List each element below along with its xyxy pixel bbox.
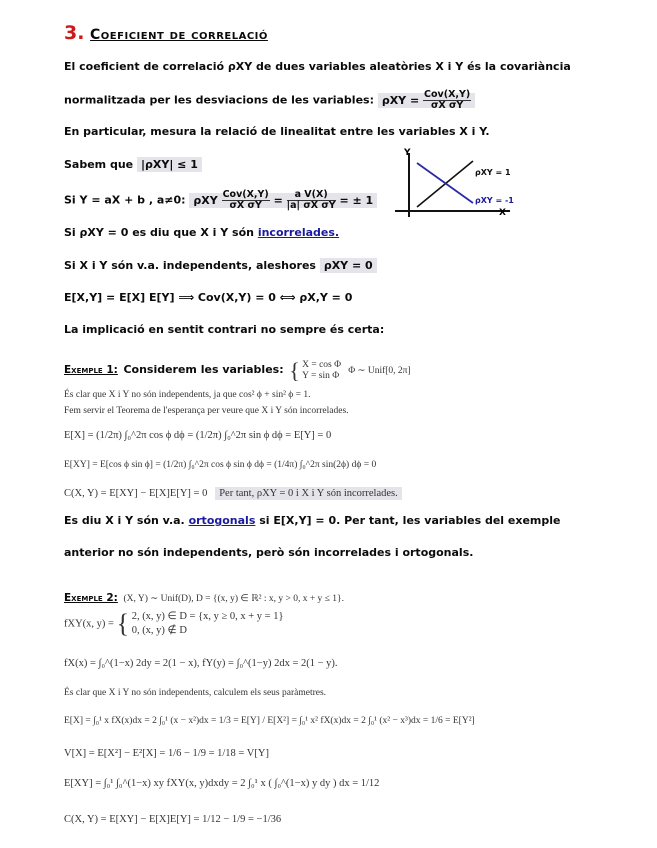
intro-line-4-text: Sabem que bbox=[64, 158, 134, 171]
example-1-equation-1: E[X] = (1/2π) ∫₀^2π cos ϕ dϕ = (1/2π) ∫₀^2π sin ϕ dϕ = E[Y] = 0 bbox=[64, 430, 332, 441]
linear-rho-frac-2 bbox=[287, 190, 336, 211]
example-1-paragraph-2: Fem servir el Teorema de l'esperança per veure que X i Y són incorrelades. bbox=[64, 406, 349, 416]
sketch-y-label: Y bbox=[404, 148, 411, 158]
intro-line-6 bbox=[64, 226, 339, 239]
example-2-intro: (X, Y) ∼ Unif(D), D = {(x, y) ∈ ℝ² : x, y > 0, x + y ≤ 1}. bbox=[123, 594, 344, 604]
intro-line-2 bbox=[64, 90, 475, 111]
example-1-paragraph-1: És clar que X i Y no són independents, ja que cos² ϕ + sin² ϕ = 1. bbox=[64, 390, 311, 400]
sketch-positive-label: ρXY = 1 bbox=[475, 168, 511, 177]
example-2-density: fXY(x, y) = { 2, (x, y) ∈ D = {x, y ≥ 0, x + y = 1} 0, (x, y) ∉ D bbox=[64, 609, 284, 638]
section-title: Coeficient de correlació bbox=[90, 27, 268, 43]
rho-definition-denominator: σX σY bbox=[430, 100, 464, 111]
linear-rho-frac-1-num: Cov(X,Y) bbox=[222, 189, 269, 200]
linear-rho-frac-2-den: |a| σX σY bbox=[286, 200, 336, 211]
example-1-system-bottom: Y = sin Φ bbox=[302, 370, 340, 381]
rho-definition-numerator: Cov(X,Y) bbox=[424, 89, 471, 100]
example-2-heading bbox=[64, 586, 344, 605]
example-1-equation-2: E[XY] = E[cos ϕ sin ϕ] = (1/2π) ∫₀^2π cos ϕ sin ϕ dϕ = (1/4π) ∫₀^2π sin(2ϕ) dϕ = 0 bbox=[64, 460, 377, 470]
sketch-negative-label: ρXY = -1 bbox=[475, 196, 514, 205]
example-2-equation-2: V[X] = E[X²] − E²[X] = 1/6 − 1/9 = 1/18 = V[Y] bbox=[64, 748, 269, 759]
orthogonal-term: ortogonals bbox=[188, 514, 256, 527]
independent-rho-box: ρXY = 0 bbox=[320, 258, 377, 273]
example-1-heading bbox=[64, 358, 411, 382]
intro-line-6-text: Si ρXY = 0 es diu que X i Y són bbox=[64, 226, 254, 239]
example-2-density-case-1: 2, (x, y) ∈ D = {x, y ≥ 0, x + y = 1} bbox=[131, 611, 284, 622]
example-1-distribution: Φ ∼ Unif[0, 2π] bbox=[348, 366, 411, 376]
incorrelated-term: incorrelades. bbox=[257, 226, 340, 239]
section-number: 3. bbox=[64, 22, 85, 44]
orthogonal-line-1 bbox=[64, 514, 561, 527]
rho-definition-box bbox=[378, 89, 475, 111]
example-1-equation-3 bbox=[64, 488, 402, 499]
linear-rho-rhs: = ± 1 bbox=[339, 193, 374, 207]
linear-rho-frac-1-den: σX σY bbox=[229, 200, 262, 211]
intro-line-9: La implicació en sentit contrari no sempre és certa: bbox=[64, 323, 385, 336]
example-2-label: Exemple 2: bbox=[64, 592, 118, 604]
example-2-density-case-2: 0, (x, y) ∉ D bbox=[131, 625, 187, 636]
rho-definition-fraction bbox=[423, 90, 471, 111]
linear-rho-frac-1 bbox=[222, 190, 270, 211]
intro-line-4 bbox=[64, 158, 202, 171]
orthogonal-line-1-suffix: si E[X,Y] = 0. Per tant, les variables del exemple bbox=[259, 514, 561, 527]
section-heading bbox=[64, 22, 268, 44]
intro-line-7 bbox=[64, 259, 377, 272]
intro-line-5 bbox=[64, 190, 377, 211]
example-1-label: Exemple 1: bbox=[64, 364, 118, 376]
intro-line-3: En particular, mesura la relació de linealitat entre les variables X i Y. bbox=[64, 125, 490, 138]
intro-line-2-text: normalitzada per les desviacions de les variables: bbox=[64, 93, 374, 107]
example-1-conclusion-box: Per tant, ρXY = 0 i X i Y són incorrelades. bbox=[215, 487, 402, 500]
example-2-density-lhs: fXY(x, y) = bbox=[64, 618, 114, 630]
rho-bound-box: |ρXY| ≤ 1 bbox=[137, 157, 202, 172]
sketch-x-label: X bbox=[499, 208, 506, 218]
example-2-equation-4: C(X, Y) = E[XY] − E[X]E[Y] = 1/12 − 1/9 = −1/36 bbox=[64, 814, 282, 825]
orthogonal-line-1-prefix: Es diu X i Y són v.a. bbox=[64, 514, 185, 527]
intro-line-1: El coeficient de correlació ρXY de dues variables aleatòries X i Y és la covariància bbox=[64, 60, 571, 73]
orthogonal-line-2: anterior no són independents, però són incorrelades i ortogonals. bbox=[64, 546, 474, 559]
example-1-equation-3-text: C(X, Y) = E[XY] − E[X]E[Y] = 0 bbox=[64, 488, 208, 499]
intro-line-8: E[X,Y] = E[X] E[Y] ⟹ Cov(X,Y) = 0 ⟺ ρX,Y = 0 bbox=[64, 291, 353, 304]
linear-rho-box: ρXY $\frac{\text{Cov(X,Y)}}{\text{σX σY}}$ = $\frac{\text{a V(X)}}{\text{|a| σX σY}}$ = ± 1 bbox=[189, 193, 377, 208]
sketch-negative-line bbox=[417, 163, 473, 203]
correlation-sketch bbox=[395, 145, 545, 225]
rho-definition-lhs: ρXY = bbox=[381, 93, 420, 107]
example-1-intro: Considerem les variables: bbox=[123, 363, 284, 376]
intro-line-5-text: Si Y = aX + b , a≠0: bbox=[64, 193, 186, 207]
example-2-equation-3: E[XY] = ∫₀¹ ∫₀^(1−x) xy fXY(x, y)dxdy = 2 ∫₀¹ x ( ∫₀^(1−x) y dy ) dx = 1/12 bbox=[64, 778, 380, 789]
example-2-marginals: fX(x) = ∫₀^(1−x) 2dy = 2(1 − x), fY(y) = ∫₀^(1−y) 2dx = 2(1 − y). bbox=[64, 658, 338, 669]
linear-rho-frac-2-num: a V(X) bbox=[287, 190, 336, 201]
example-1-system: { X = cos Φ Y = sin Φ Φ ∼ Unif[0, 2π] bbox=[289, 357, 411, 383]
example-2-equation-1: E[X] = ∫₀¹ x fX(x)dx = 2 ∫₀¹ (x − x²)dx = 1/3 = E[Y] / E[X²] = ∫₀¹ x² fX(x)dx = 2 ∫₀¹ (x² − x³)dx = 1/6 = E[Y²] bbox=[64, 716, 475, 726]
linear-rho-lhs: ρXY bbox=[193, 193, 218, 207]
example-2-paragraph-1: És clar que X i Y no són independents, calculem els seus paràmetres. bbox=[64, 688, 327, 698]
intro-line-7-text: Si X i Y són v.a. independents, aleshores bbox=[64, 259, 316, 272]
example-1-system-top: X = cos Φ bbox=[302, 359, 342, 370]
